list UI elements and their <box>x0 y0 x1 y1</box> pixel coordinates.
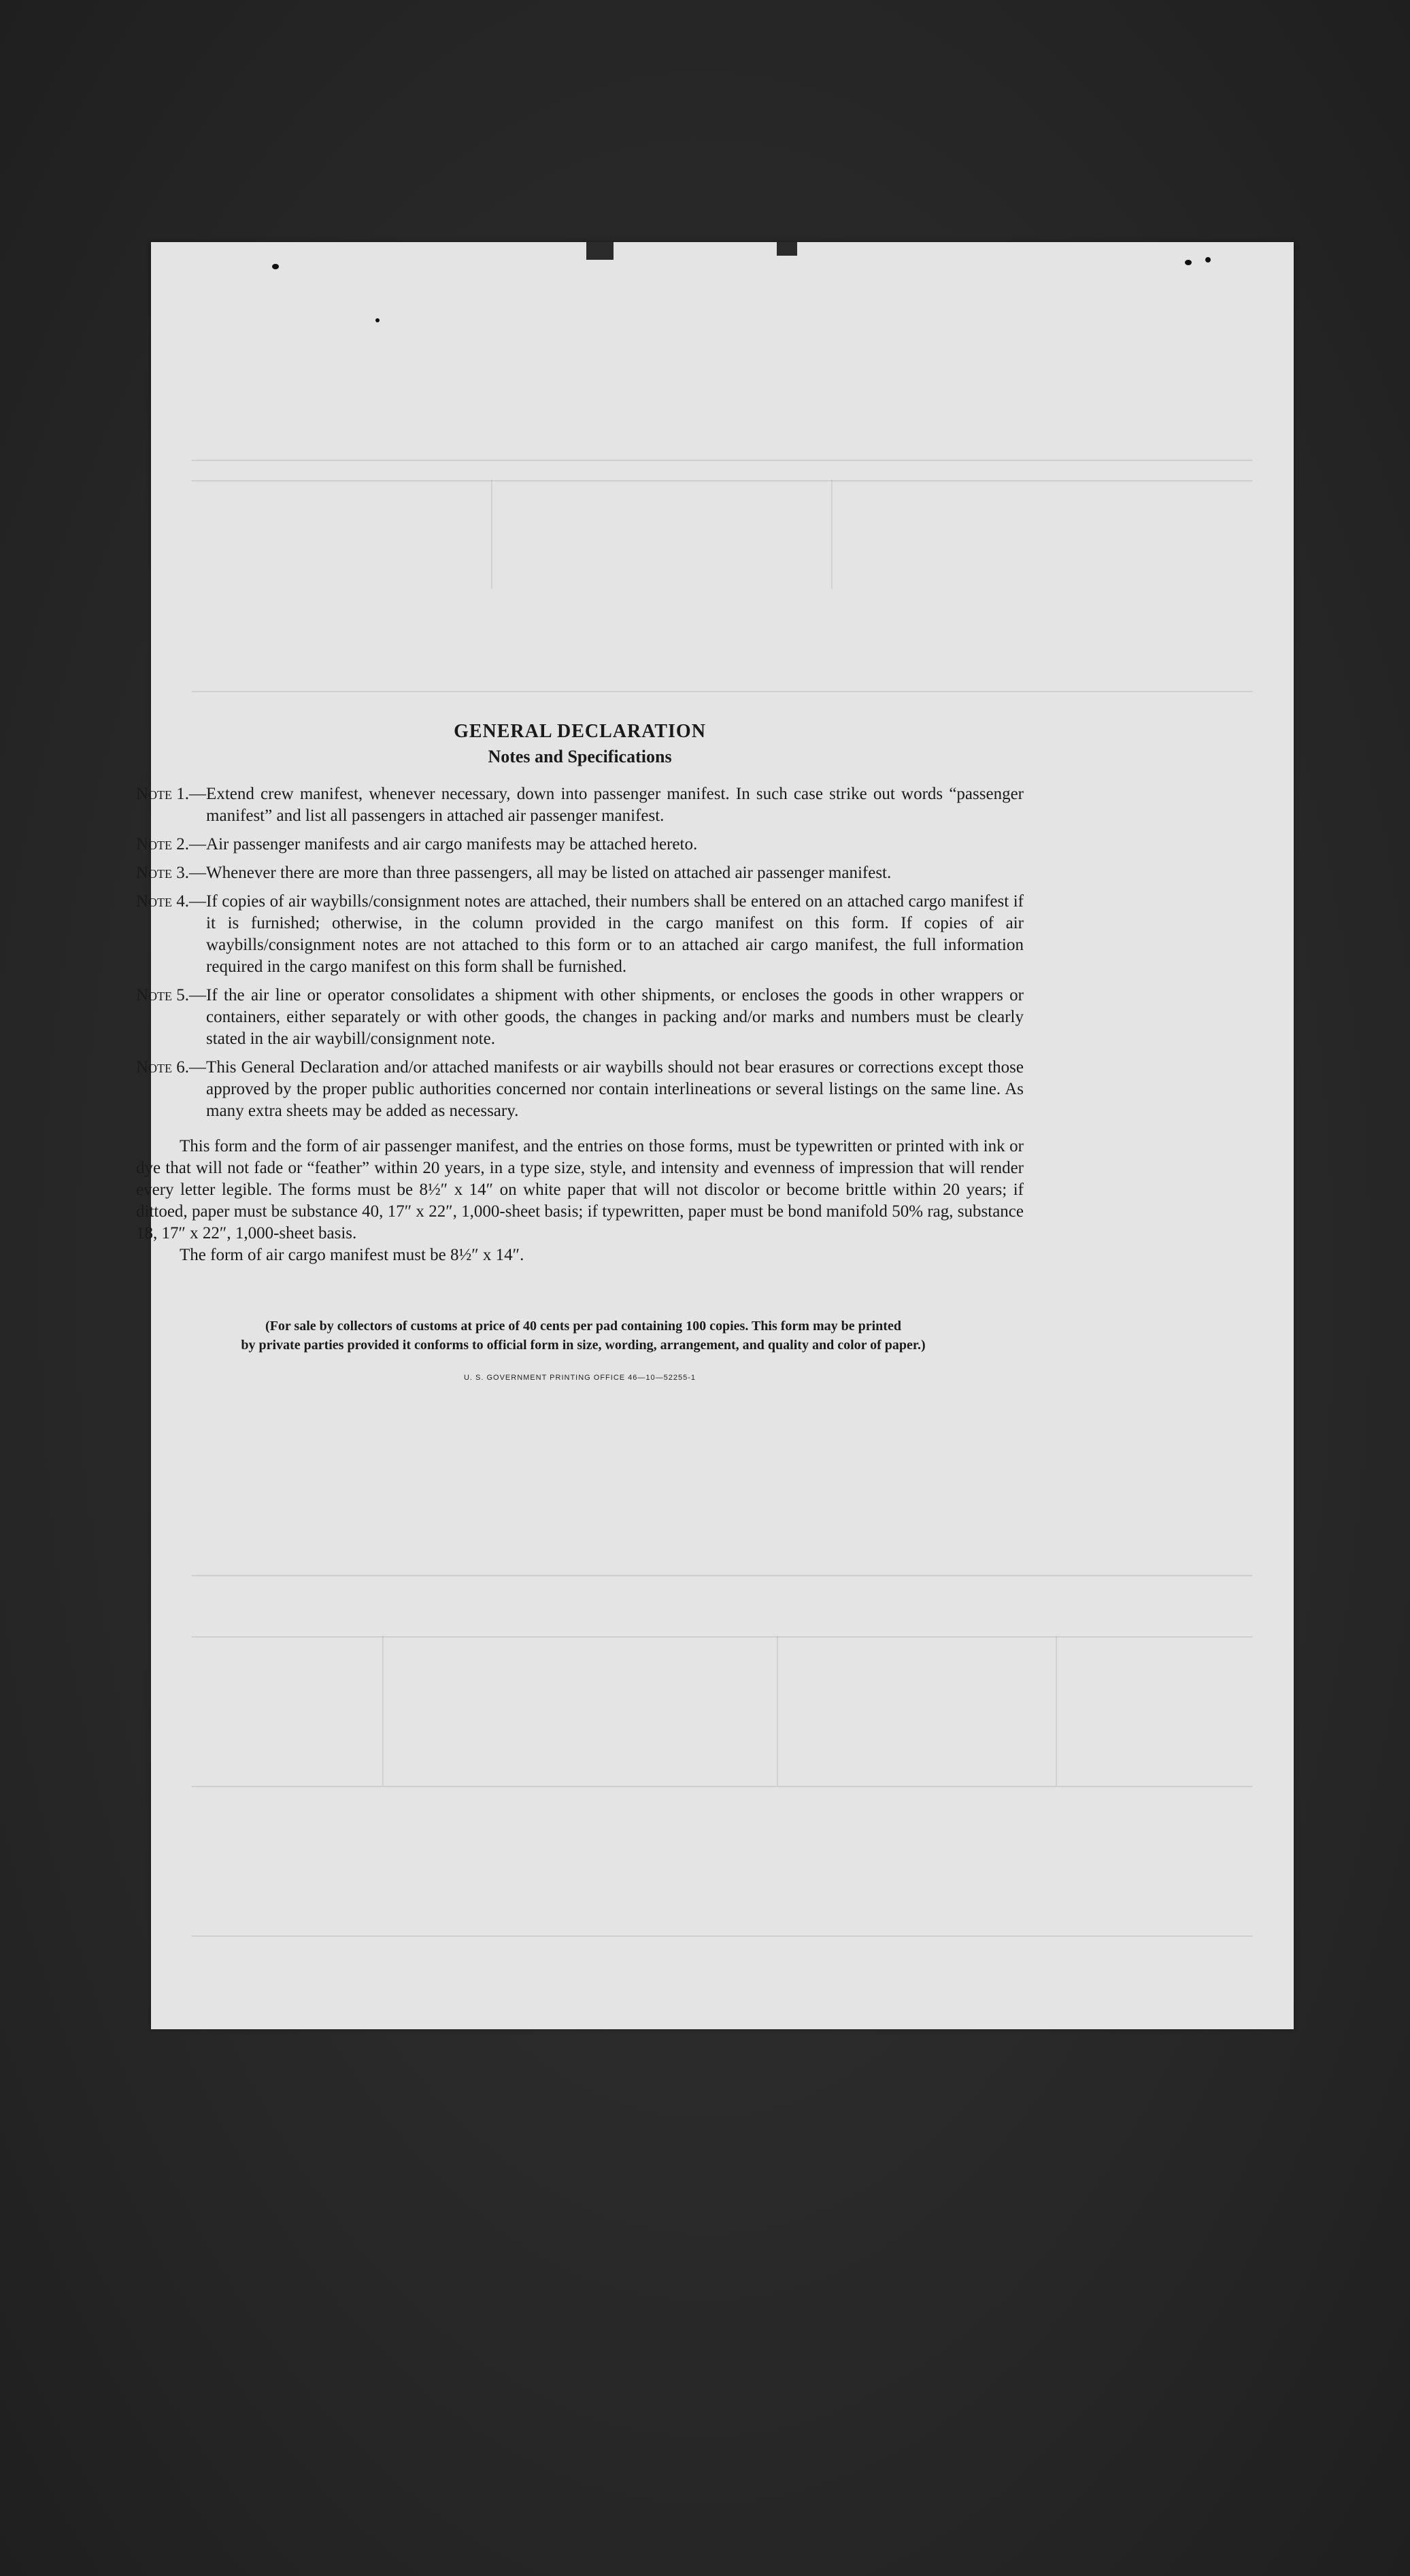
scan-speck <box>375 318 380 322</box>
sale-notice-line: (For sale by collectors of customs at price of 40 cents per pad containing 100 copies. This form may be printed <box>265 1319 901 1334</box>
printing-office-imprint: U. S. GOVERNMENT PRINTING OFFICE 46—10—52255-1 <box>463 1374 696 1382</box>
scan-speck <box>272 264 279 269</box>
note-text: If copies of air waybills/consignment notes are attached, their numbers shall be entered on an attached cargo manifest if it is furnished; otherwise, in the column provided in the cargo manifest on this form. If copies of air waybills/consignment notes are not attached to this form or to an attached air cargo manifest, the full information required in the cargo manifest on this form shall be furnished. <box>206 892 1024 976</box>
sale-notice-line: by private parties provided it conforms to official form in size, wording, arrangement, and quality and color of paper.) <box>241 1338 926 1353</box>
ghost-rule <box>192 460 1253 461</box>
note-label: Note 5.— <box>136 986 207 1004</box>
note-text: If the air line or operator consolidates a shipment with other shipments, or encloses the goods in other wrappers or containers, either separately or with other goods, the changes in packing and/or marks and numbers must be clearly stated in the air waybill/consignment note. <box>206 986 1024 1048</box>
note-label: Note 3.— <box>136 864 207 882</box>
page-title: GENERAL DECLARATION <box>454 721 706 742</box>
note-text: This General Declaration and/or attached manifests or air waybills should not bear erasures or corrections except those approved by the proper public authorities concerned nor contain interlineations or several listings on the same line. As many extra sheets may be added as necessary. <box>206 1058 1024 1120</box>
paper-notch <box>586 242 614 260</box>
ghost-rule <box>192 1575 1253 1576</box>
note-text: Extend crew manifest, whenever necessary, down into passenger manifest. In such case strike out words “passenger manifest” and list all passengers in attached air passenger manifest. <box>206 785 1024 825</box>
note-2 <box>136 834 1024 855</box>
note-6 <box>136 1057 1024 1122</box>
note-4 <box>136 891 1024 978</box>
scan-speck <box>1185 260 1192 265</box>
ghost-rule <box>1056 1636 1057 1786</box>
ghost-rule <box>777 1636 778 1786</box>
ghost-rule <box>192 1786 1253 1787</box>
ghost-rule <box>382 1636 384 1786</box>
cargo-manifest-size-paragraph: The form of air cargo manifest must be 8½″ x 14″. <box>180 1246 524 1264</box>
note-label: Note 2.— <box>136 835 207 853</box>
paper-notch <box>777 242 797 256</box>
ghost-rule <box>192 1935 1253 1937</box>
page-subtitle: Notes and Specifications <box>488 747 672 766</box>
ghost-rule <box>192 1636 1253 1638</box>
note-text: Air passenger manifests and air cargo manifests may be attached hereto. <box>206 835 698 853</box>
sale-notice <box>136 1317 1024 1355</box>
scan-speck <box>1205 257 1211 262</box>
note-label: Note 1.— <box>136 785 207 803</box>
note-5 <box>136 985 1024 1050</box>
form-specifications-paragraph: This form and the form of air passenger manifest, and the entries on those forms, must be typewritten or printed with ink or dye that will not fade or “feather” within 20 years, in a type size, style, and intensity and evenness of impression that will render every letter legible. The forms must be 8½″ x 14″ on white paper that will not discolor or become brittle within 20 years; if dittoed, paper must be substance 40, 17″ x 22″, 1,000-sheet basis; if typewritten, paper must be bond manifold 50% rag, substance 18, 17″ x 22″, 1,000-sheet basis. <box>136 1137 1024 1242</box>
note-label: Note 4.— <box>136 892 207 911</box>
declaration-notes <box>136 476 1024 1382</box>
note-1 <box>136 783 1024 827</box>
note-label: Note 6.— <box>136 1058 207 1077</box>
note-3 <box>136 862 1024 884</box>
note-text: Whenever there are more than three passengers, all may be listed on attached air passenger manifest. <box>206 864 892 882</box>
